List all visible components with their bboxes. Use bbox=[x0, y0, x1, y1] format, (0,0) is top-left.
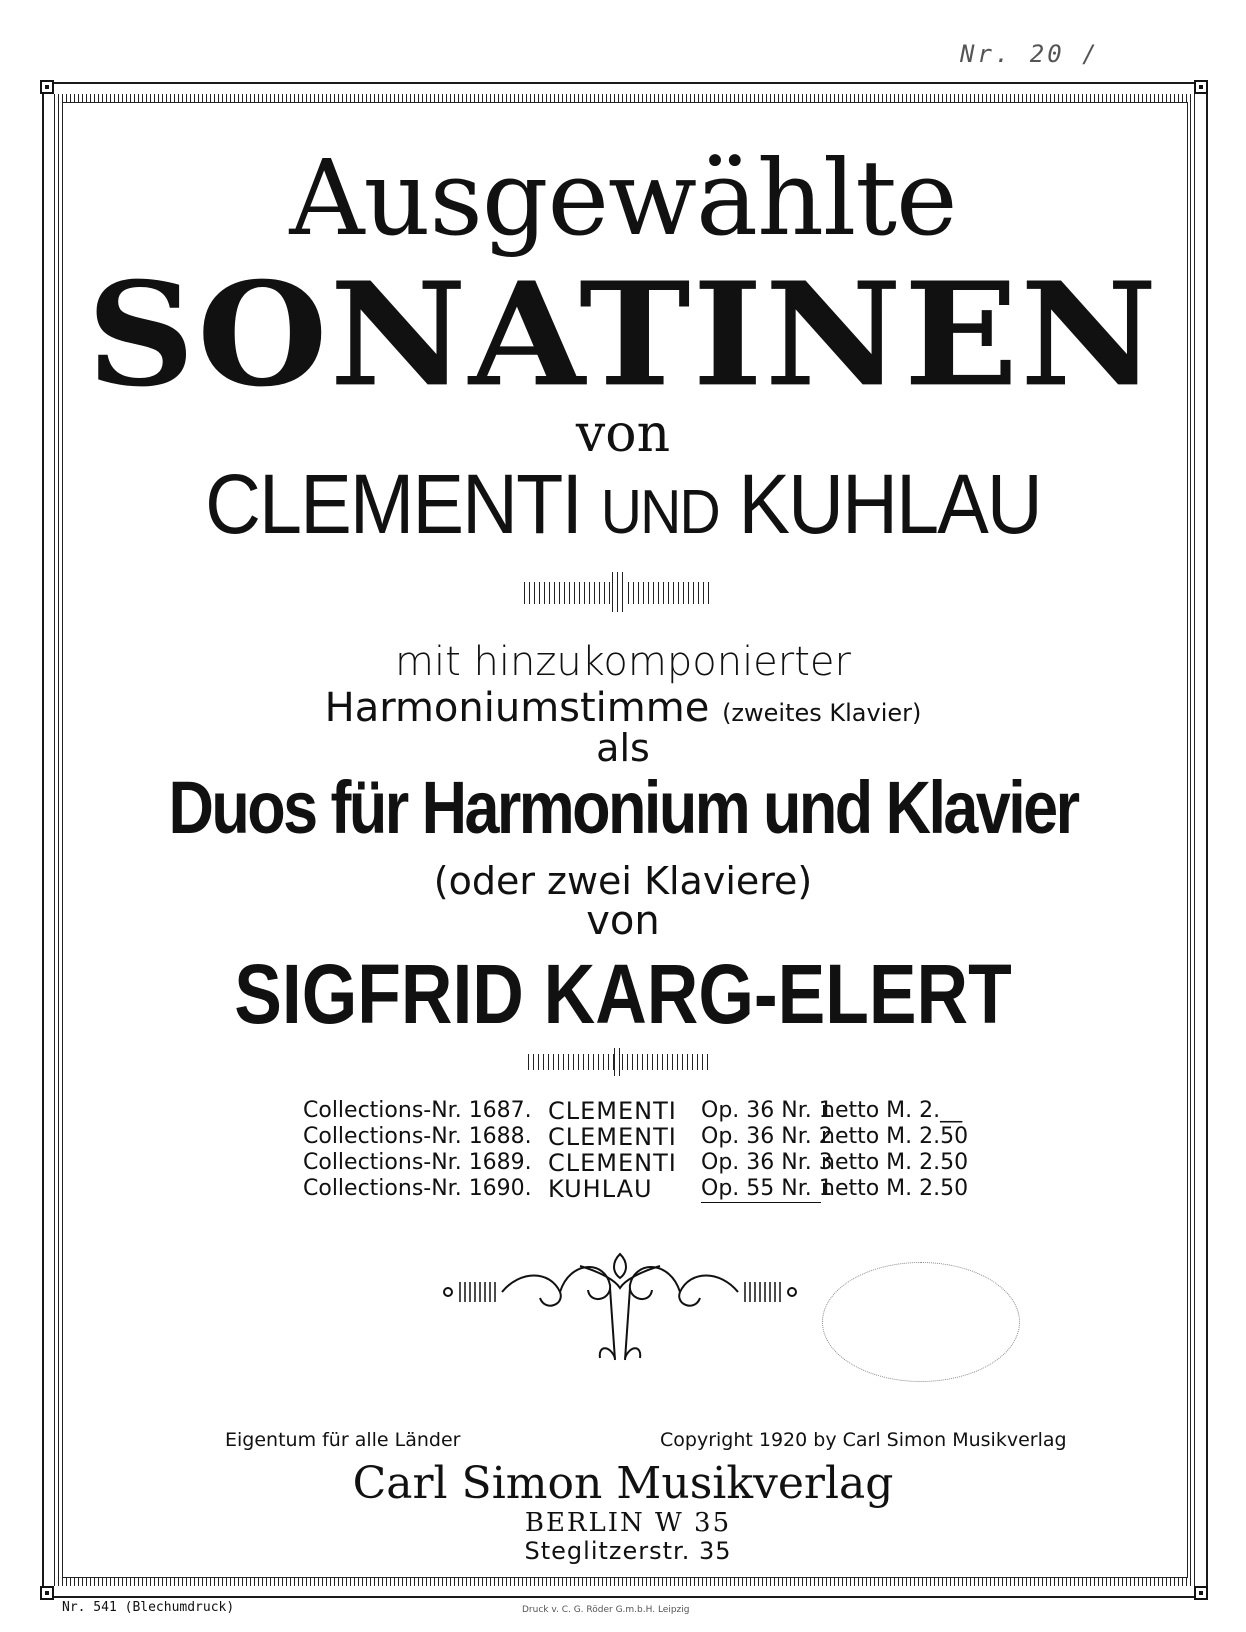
subtitle-duos: Duos für Harmonium und Klavier bbox=[168, 766, 1078, 849]
printer-credit: Druck v. C. G. Röder G.m.b.H. Leipzig bbox=[522, 1605, 690, 1615]
collection-opus: Op. 36 Nr. 1 bbox=[701, 1098, 833, 1123]
arranger-name: SIGFRID KARG-ELERT bbox=[234, 947, 1012, 1041]
title-line-2: SONATINEN bbox=[86, 251, 1160, 419]
corner-ornament-top-left bbox=[40, 80, 54, 94]
title-von: von bbox=[575, 404, 671, 464]
subtitle-harmonium: Harmoniumstimme bbox=[324, 685, 710, 731]
collection-price: netto M. 2.50 bbox=[821, 1124, 969, 1149]
collection-opus: Op. 36 Nr. 3 bbox=[701, 1150, 833, 1175]
catalog-mark: Nr. 20 / bbox=[960, 40, 1100, 68]
divider2-ornament-left bbox=[528, 1054, 614, 1070]
collection-number: Collections-Nr. 1690. bbox=[303, 1176, 532, 1201]
collection-price: netto M. 2.50 bbox=[821, 1176, 969, 1201]
subtitle-als: als bbox=[596, 726, 650, 770]
divider2-ornament-right bbox=[622, 1054, 708, 1070]
publisher-street: Steglitzerstr. 35 bbox=[524, 1537, 732, 1565]
collection-price: netto M. 2.__ bbox=[821, 1098, 963, 1123]
corner-ornament-bottom-right bbox=[1194, 1586, 1208, 1600]
divider2-ornament-center bbox=[614, 1048, 622, 1076]
collection-composer: CLEMENTI bbox=[548, 1097, 677, 1125]
library-stamp bbox=[822, 1262, 1020, 1382]
publisher-city: BERLIN W 35 bbox=[524, 1508, 732, 1538]
rights-notice: Eigentum für alle Länder bbox=[225, 1429, 461, 1451]
corner-ornament-bottom-left bbox=[40, 1586, 54, 1600]
collection-composer: KUHLAU bbox=[548, 1175, 653, 1203]
divider-ornament-left bbox=[524, 582, 610, 604]
title-line-1: Ausgewählte bbox=[289, 137, 957, 259]
composer-und: UND bbox=[600, 478, 719, 547]
collection-number: Collections-Nr. 1689. bbox=[303, 1150, 532, 1175]
divider-ornament-right bbox=[628, 582, 710, 604]
collection-composer: CLEMENTI bbox=[548, 1123, 677, 1151]
corner-ornament-top-right bbox=[1194, 80, 1208, 94]
plate-number: Nr. 541 (Blechumdruck) bbox=[62, 1600, 235, 1615]
composer-a: CLEMENTI bbox=[205, 457, 582, 551]
collection-opus: Op. 55 Nr. 1 bbox=[701, 1176, 833, 1201]
subtitle-paren: (zweites Klavier) bbox=[722, 699, 922, 727]
scroll-ornament-icon bbox=[440, 1250, 800, 1370]
collection-opus: Op. 36 Nr. 2 bbox=[701, 1124, 833, 1149]
collection-number: Collections-Nr. 1688. bbox=[303, 1124, 532, 1149]
subtitle-line-1: mit hinzukomponierter bbox=[395, 639, 851, 685]
composers-line bbox=[50, 454, 1196, 563]
collection-price: netto M. 2.50 bbox=[821, 1150, 969, 1175]
composer-b: KUHLAU bbox=[738, 457, 1041, 551]
collection-composer: CLEMENTI bbox=[548, 1149, 677, 1177]
publisher-name: Carl Simon Musikverlag bbox=[352, 1458, 894, 1509]
copyright-notice: Copyright 1920 by Carl Simon Musikverlag bbox=[660, 1429, 1067, 1451]
subtitle-von: von bbox=[586, 898, 660, 944]
collection-number: Collections-Nr. 1687. bbox=[303, 1098, 532, 1123]
subtitle-oder: (oder zwei Klaviere) bbox=[433, 859, 813, 903]
divider-ornament-center bbox=[612, 572, 626, 612]
